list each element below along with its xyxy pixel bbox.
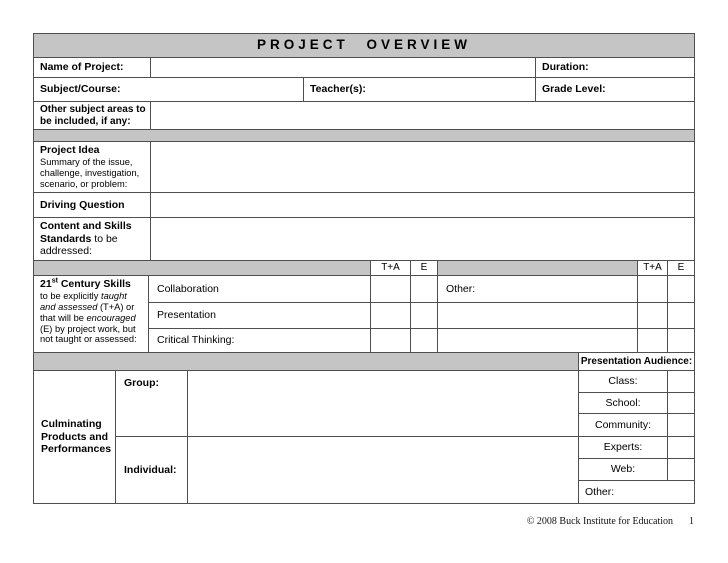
skills-other-row2-field[interactable] (438, 303, 638, 329)
group-products-input[interactable] (188, 371, 579, 437)
other-row3-e-cell[interactable] (668, 329, 695, 353)
skills-title: 21st Century Skills (40, 277, 131, 290)
skills-other-label: Other: (446, 282, 476, 295)
critical-thinking-e-cell[interactable] (411, 329, 438, 353)
duration-field[interactable] (536, 58, 695, 78)
skills-label (34, 276, 149, 353)
skill-item-critical-thinking[interactable]: Critical Thinking: (149, 329, 371, 353)
ordinal-superscript: st (51, 277, 58, 285)
grade-level-field[interactable] (536, 78, 695, 102)
skills-header-band-left (34, 261, 371, 276)
teachers-field[interactable] (304, 78, 536, 102)
other-row2-e-cell[interactable] (668, 303, 695, 329)
other-row3-ta-cell[interactable] (638, 329, 668, 353)
driving-question-label: Driving Question (34, 193, 151, 218)
ta-header-right: T+A (638, 261, 668, 276)
audience-item-web: Web: (579, 459, 668, 481)
audience-checkbox-community[interactable] (668, 414, 695, 437)
individual-products-input[interactable] (188, 437, 579, 504)
project-idea-title: Project Idea (40, 144, 100, 156)
collaboration-e-cell[interactable] (411, 276, 438, 303)
content-standards-input[interactable] (151, 218, 695, 261)
form-table (33, 33, 695, 504)
footer-page-number: 1 (689, 516, 694, 527)
audience-checkbox-web[interactable] (668, 459, 695, 481)
name-of-project-input[interactable] (151, 58, 536, 78)
presentation-e-cell[interactable] (411, 303, 438, 329)
content-standards-label-rest: to be addressed: (40, 232, 118, 258)
skills-other-field[interactable] (438, 276, 638, 303)
critical-thinking-ta-cell[interactable] (371, 329, 411, 353)
audience-item-community: Community: (579, 414, 668, 437)
group-label: Group: (116, 371, 188, 437)
driving-question-input[interactable] (151, 193, 695, 218)
name-of-project-label: Name of Project: (34, 58, 151, 78)
e-header-left: E (411, 261, 438, 276)
audience-other-label: Other: (585, 485, 615, 498)
audience-item-class: Class: (579, 371, 668, 393)
culminating-label: Culminating Products and Performances (34, 371, 116, 504)
footer-copyright: © 2008 Buck Institute for Education (526, 516, 673, 527)
form-title: PROJECT OVERVIEW (34, 34, 695, 58)
content-standards-label (34, 218, 151, 261)
audience-item-experts: Experts: (579, 437, 668, 459)
project-idea-sublabel: Summary of the issue, challenge, investigation, scenario, or problem: (40, 156, 140, 189)
skills-description: to be explicitly taught and assessed (T+A) or that will be encouraged (E) by project work, but not taught or assessed: (40, 290, 137, 345)
skill-item-presentation: Presentation (149, 303, 371, 329)
e-header-right: E (668, 261, 695, 276)
section-divider-band (34, 130, 695, 142)
other-ta-cell[interactable] (638, 276, 668, 303)
subject-course-field[interactable] (34, 78, 304, 102)
other-row2-ta-cell[interactable] (638, 303, 668, 329)
audience-header: Presentation Audience: (579, 353, 695, 371)
collaboration-ta-cell[interactable] (371, 276, 411, 303)
skills-header-band-right (438, 261, 638, 276)
subject-course-label: Subject/Course: (40, 83, 121, 96)
audience-checkbox-experts[interactable] (668, 437, 695, 459)
teachers-label: Teacher(s): (310, 83, 366, 96)
audience-band (34, 353, 579, 371)
project-idea-label (34, 142, 151, 193)
ta-header-left: T+A (371, 261, 411, 276)
individual-label: Individual: (116, 437, 188, 504)
content-standards-label-bold: Content and Skills Standards (40, 220, 132, 245)
skills-other-row3-field[interactable] (438, 329, 638, 353)
audience-checkbox-class[interactable] (668, 371, 695, 393)
duration-label: Duration: (542, 61, 589, 74)
project-idea-input[interactable] (151, 142, 695, 193)
grade-level-label: Grade Level: (542, 83, 606, 96)
skill-item-collaboration: Collaboration (149, 276, 371, 303)
other-subject-areas-input[interactable] (151, 102, 695, 130)
presentation-ta-cell[interactable] (371, 303, 411, 329)
page-footer (527, 516, 694, 527)
other-e-cell[interactable] (668, 276, 695, 303)
audience-checkbox-school[interactable] (668, 393, 695, 414)
audience-other-field[interactable] (579, 481, 695, 504)
other-subject-areas-label: Other subject areas to be included, if any: (34, 102, 151, 130)
audience-item-school: School: (579, 393, 668, 414)
